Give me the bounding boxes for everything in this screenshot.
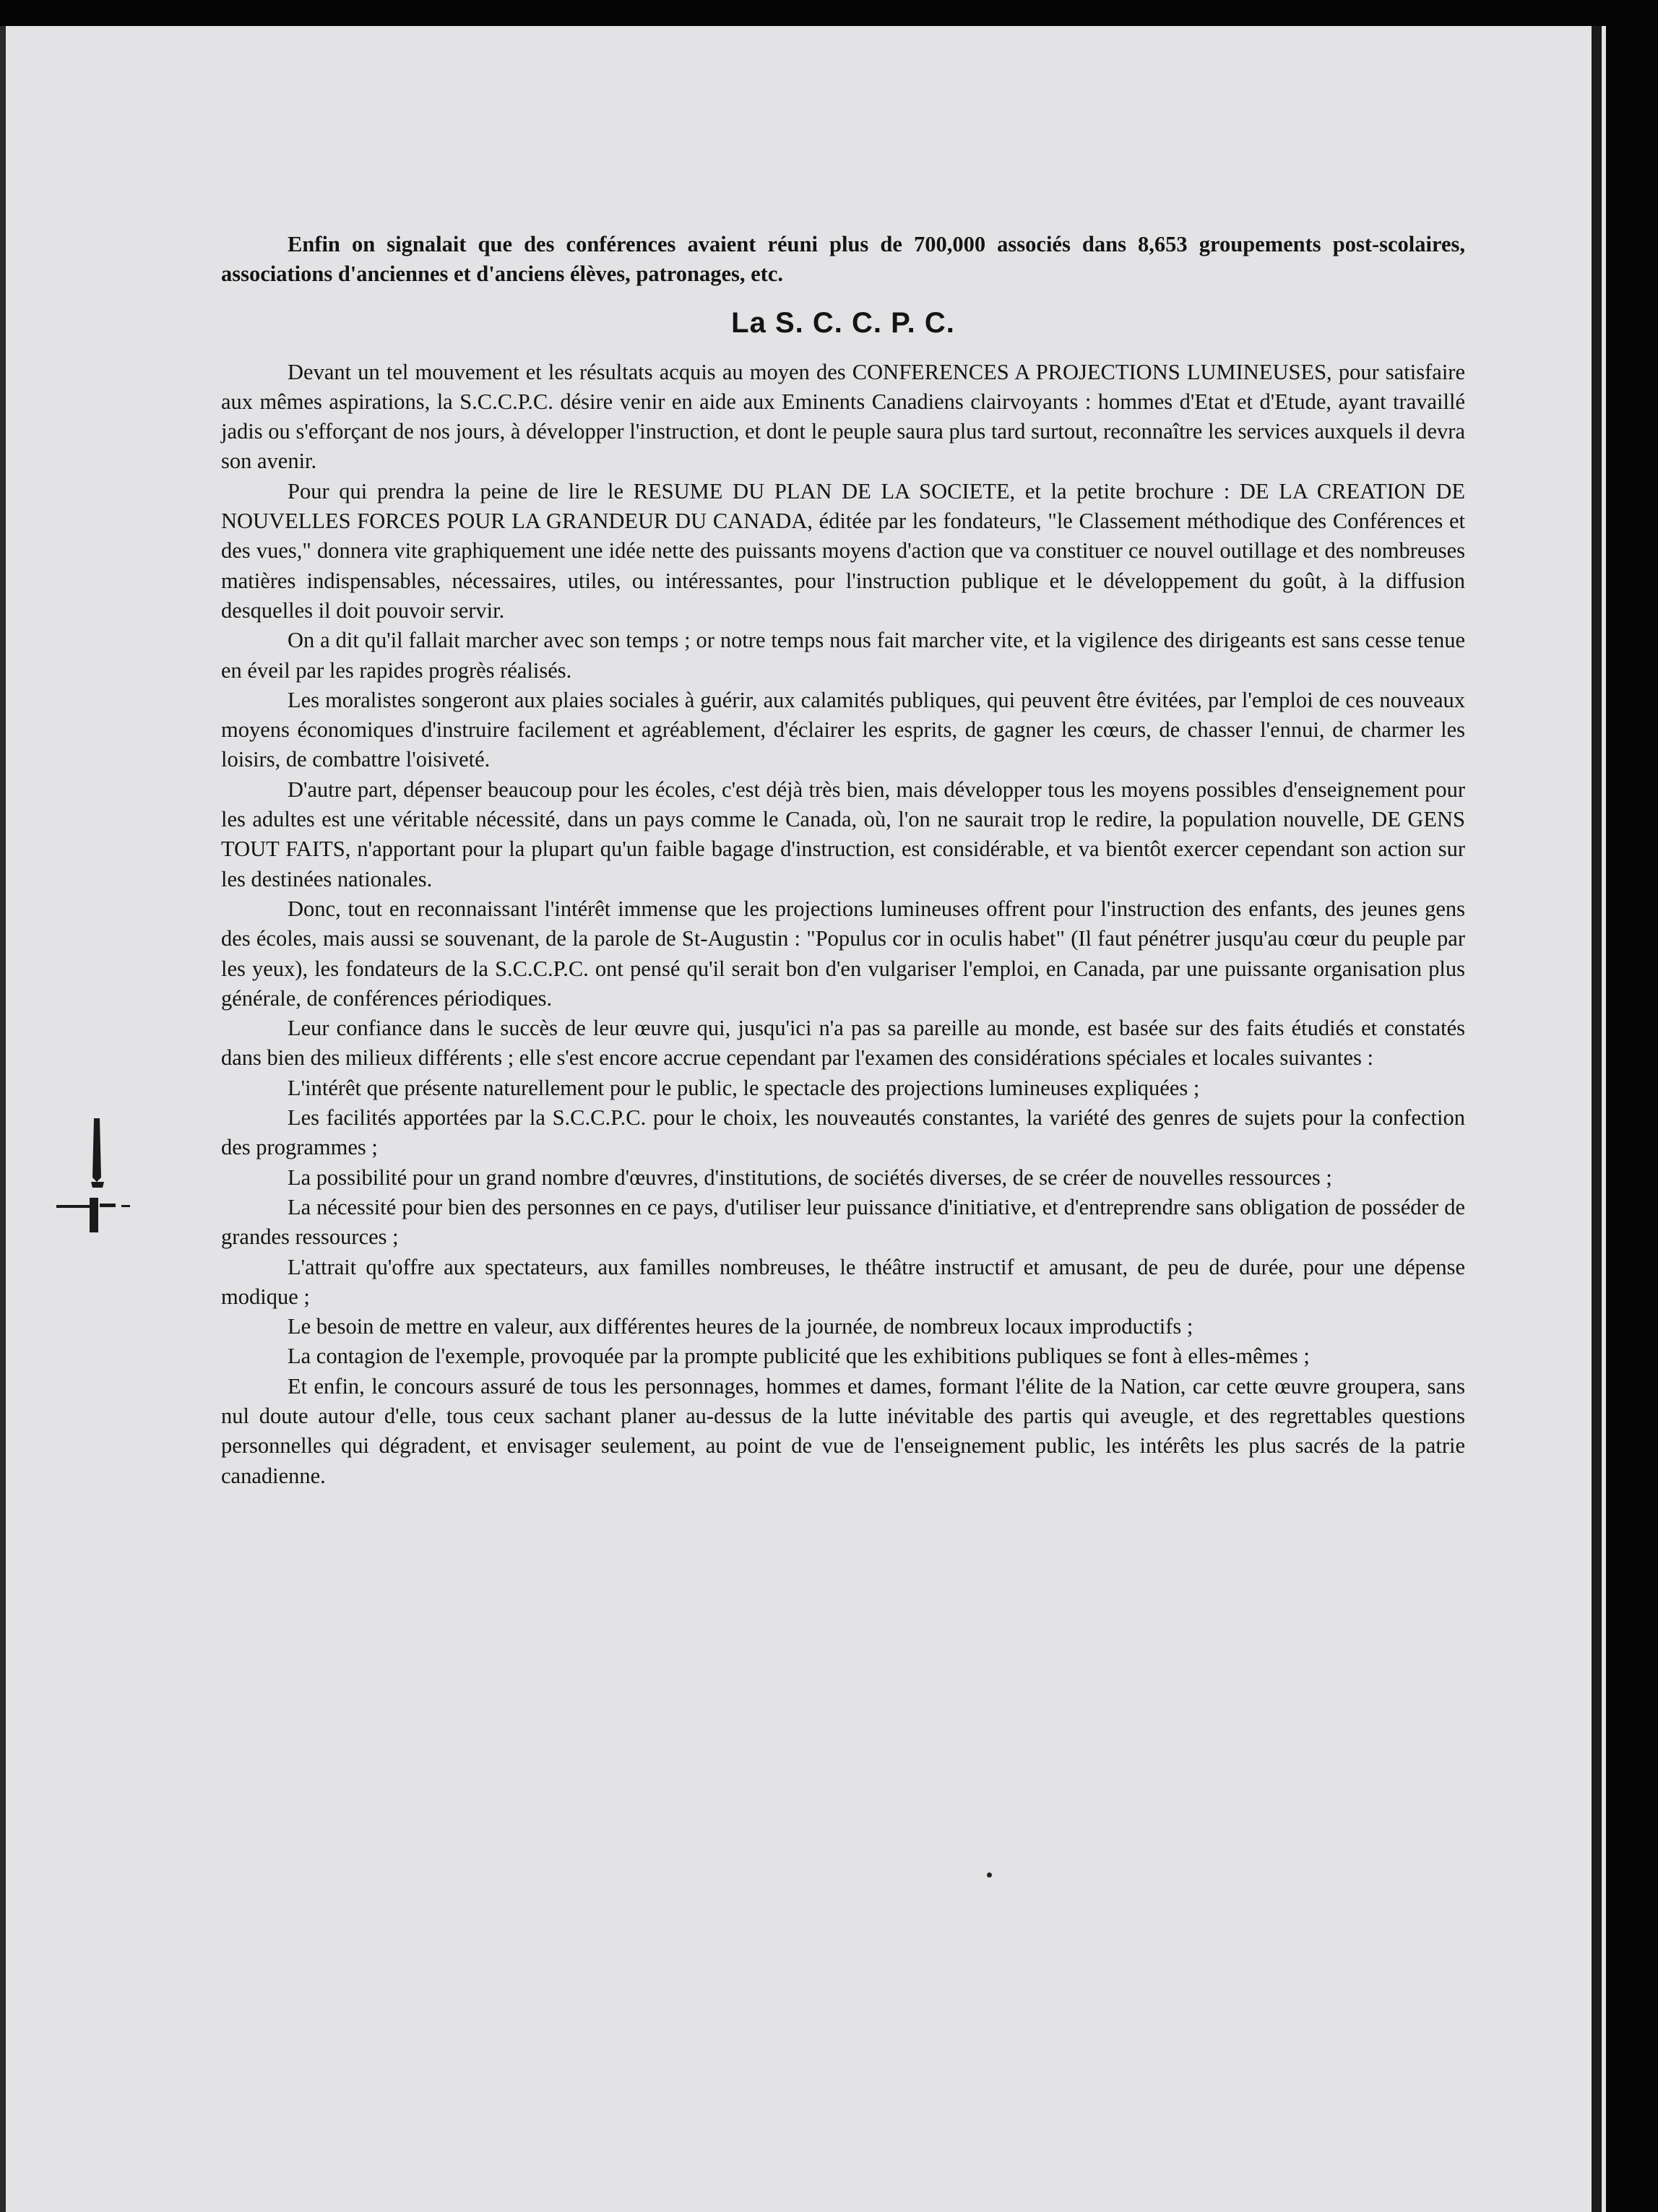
paragraph: D'autre part, dépenser beaucoup pour les écoles, c'est déjà très bien, mais développer tous les moyens possibles d'enseignement pour les adultes est une véritable nécessité, dans un pays comme le Canada, où, l'on ne saurait trop le redire, la population nouvelle, DE GENS TOUT FAITS, n'apportant pour la plupart qu'un faible bagage d'instruction, est considérable, et va bientôt exercer cependant son action sur les destinées nationales. xyxy=(221,777,1465,891)
document-body xyxy=(221,230,1465,1491)
binding-margin-mark xyxy=(46,1113,147,1243)
page-dot-mark xyxy=(987,1872,992,1878)
scan-frame-left-edge xyxy=(0,26,6,2212)
scan-frame-right xyxy=(1606,0,1658,2212)
paragraph: Pour qui prendra la peine de lire le RESUME DU PLAN DE LA SOCIETE, et la petite brochure : DE LA CREATION DE NOUVELLES FORCES POUR LA GRANDEUR DU CANADA, éditée par les fondateurs, "le Classement méthodique des Conférences et des vues," donnera vite graphiquement une idée nette des puissants moyens d'action que va constituer ce nouvel outillage et des nombreuses matières indispensables, nécessaires, utiles, ou intéressantes, pour l'instruction publique et le développement du goût, à la diffusion desquelles il doit pouvoir servir. xyxy=(221,478,1465,623)
paragraph: Devant un tel mouvement et les résultats acquis au moyen des CONFERENCES A PROJECTIONS LUMINEUSES, pour satisfaire aux mêmes aspirations, la S.C.C.P.C. désire venir en aide aux Eminents Canadiens clairvoyants : hommes d'Etat et d'Etude, ayant travaillé jadis ou s'efforçant de nos jours, à développer l'instruction, et dont le peuple saura plus tard surtout, reconnaître les services auxquels il devra son avenir. xyxy=(221,359,1465,474)
list-item: L'intérêt que présente naturellement pour le public, le spectacle des projections lumineuses expliquées ; xyxy=(288,1075,1200,1100)
scan-frame-top xyxy=(0,0,1658,26)
list-item: Et enfin, le concours assuré de tous les personnages, hommes et dames, formant l'élite de la Nation, car cette œuvre groupera, sans nul doute autour d'elle, tous ceux sachant planer au-dessus de la lutte inévitable des partis qui aveugle, et des regrettables questions personnelles qui dégradent, et envisager seulement, au point de vue de l'enseignement public, les intérêts les plus sacrés de la patrie canadienne. xyxy=(221,1373,1465,1488)
paragraph: Les moralistes songeront aux plaies sociales à guérir, aux calamités publiques, qui peuvent être évitées, par l'emploi de ces nouveaux moyens économiques d'instruire facilement et agréablement, d'éclairer les esprits, de gagner les cœurs, de chasser l'ennui, de charmer les loisirs, de combattre l'oisiveté. xyxy=(221,687,1465,772)
section-heading: La S. C. C. P. C. xyxy=(731,306,955,339)
paragraph: Donc, tout en reconnaissant l'intérêt immense que les projections lumineuses offrent pour l'instruction des enfants, des jeunes gens des écoles, mais aussi se souvenant, de la parole de St-Augustin : "Populus cor in oculis habet" (Il faut pénétrer jusqu'au cœur du peuple par les yeux), les fondateurs de la S.C.C.P.C. ont pensé qu'il serait bon d'en vulgariser l'emploi, en Canada, par une puissante organisation plus générale, de conférences périodiques. xyxy=(221,896,1465,1011)
list-item: La contagion de l'exemple, provoquée par la prompte publicité que les exhibitions publiques se font à elles-mêmes ; xyxy=(288,1344,1310,1369)
list-item: L'attrait qu'offre aux spectateurs, aux familles nombreuses, le théâtre instructif et amusant, de peu de durée, pour une dépense modique ; xyxy=(221,1254,1465,1309)
paragraph: On a dit qu'il fallait marcher avec son temps ; or notre temps nous fait marcher vite, et la vigilence des dirigeants est sans cesse tenue en éveil par les rapides progrès réalisés. xyxy=(221,628,1465,683)
paragraph: Leur confiance dans le succès de leur œuvre qui, jusqu'ici n'a pas sa pareille au monde, est basée sur des faits étudiés et constatés dans bien des milieux différents ; elle s'est encore accrue cependant par l'examen des considérations spéciales et locales suivantes : xyxy=(221,1016,1465,1071)
list-item: La possibilité pour un grand nombre d'œuvres, d'institutions, de sociétés diverses, de se créer de nouvelles ressources ; xyxy=(288,1165,1332,1190)
scan-frame-right-shadow xyxy=(1592,26,1602,2212)
intro-paragraph: Enfin on signalait que des conférences avaient réuni plus de 700,000 associés dans 8,653 groupements post-scolaires, associations d'anciennes et d'anciens élèves, patronages, etc. xyxy=(221,232,1465,287)
list-item: Les facilités apportées par la S.C.C.P.C. pour le choix, les nouveautés constantes, la variété des genres de sujets pour la confection des programmes ; xyxy=(221,1105,1465,1160)
list-item: La nécessité pour bien des personnes en ce pays, d'utiliser leur puissance d'initiative, et d'entreprendre sans obligation de posséder de grandes ressources ; xyxy=(221,1194,1465,1250)
list-item: Le besoin de mettre en valeur, aux différentes heures de la journée, de nombreux locaux improductifs ; xyxy=(288,1314,1193,1339)
